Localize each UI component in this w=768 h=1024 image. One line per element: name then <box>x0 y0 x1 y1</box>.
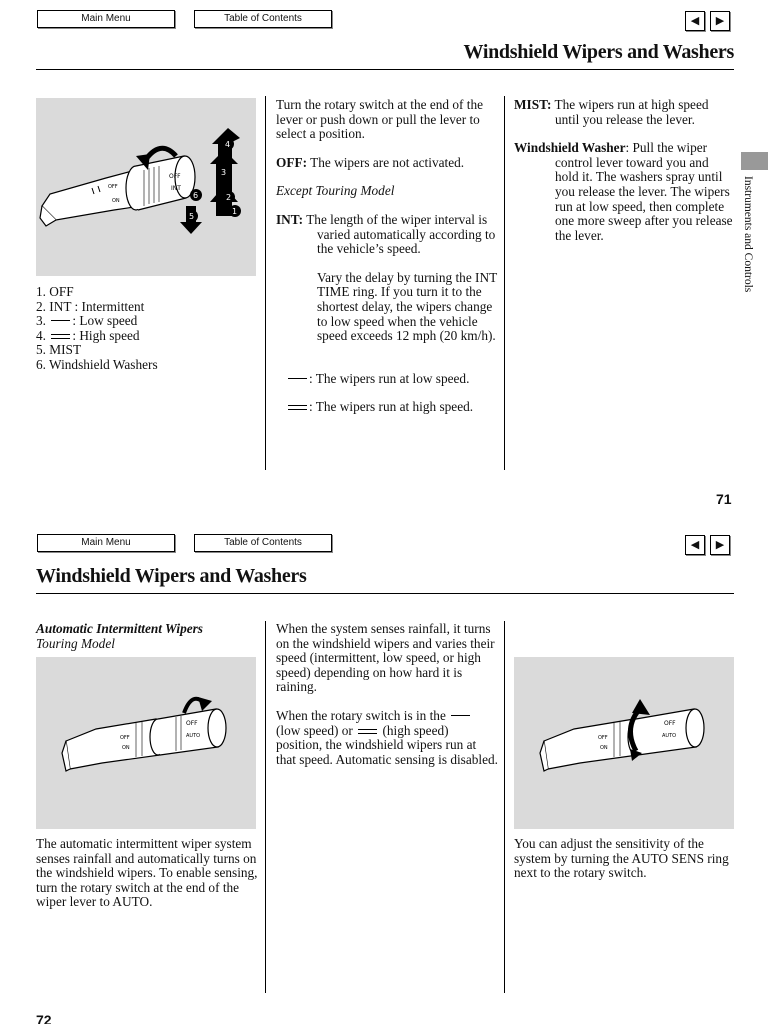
main-menu-button[interactable]: Main Menu <box>37 534 175 552</box>
term-text: : The wipers run at low speed. <box>309 370 470 386</box>
wiper-lever-diagram <box>36 98 256 276</box>
term-text: : Pull the wiper control lever toward you and hold it. The washers spray until you release the lever. The wipers run at low speed, then complete one more sweep after you release the lever. <box>555 140 733 243</box>
rain-paragraph: When the system senses rainfall, it turns on the windshield wipers and varies their speed (intermittent, low speed, or high speed) depending on how hard it is raining. <box>276 621 495 695</box>
lever-mark: OFF <box>186 720 198 727</box>
legend-item <box>36 314 261 329</box>
legend-item: 5. MIST <box>36 342 82 358</box>
sensitivity-paragraph: You can adjust the sensitivity of the system by turning the AUTO SENS ring next to the rotary switch. <box>514 836 729 881</box>
term-label: MIST: <box>514 97 552 112</box>
legend-item: 1. OFF <box>36 284 74 299</box>
position-label: 4 <box>225 140 231 149</box>
previous-page-button[interactable]: ◀ <box>685 11 705 31</box>
term-text: The length of the wiper interval is varied automatically according to the vehicle’s speed. <box>306 211 496 257</box>
off-paragraph <box>276 156 498 171</box>
page-title: Windshield Wipers and Washers <box>36 565 307 587</box>
lever-mark: OFF <box>664 720 676 727</box>
figure-legend <box>36 285 261 373</box>
table-of-contents-button[interactable]: Table of Contents <box>194 534 332 552</box>
low-speed-symbol <box>451 715 470 716</box>
lever-mark: ON <box>112 198 120 204</box>
position-label: 5 <box>189 212 195 221</box>
legend-item-number: 3. <box>36 313 46 329</box>
washer-paragraph <box>514 141 734 243</box>
text-column <box>276 98 498 415</box>
section-heading: Automatic Intermittent Wipers <box>36 621 203 636</box>
previous-page-button[interactable]: ◀ <box>685 535 705 555</box>
auto-wiper-diagram <box>36 657 256 829</box>
high-speed-symbol <box>288 405 307 410</box>
table-of-contents-button[interactable]: Table of Contents <box>194 10 332 28</box>
text-fragment: (low speed) or <box>276 722 353 738</box>
low-speed-symbol <box>288 378 307 379</box>
lever-mark: AUTO <box>662 733 677 739</box>
term-label: INT: <box>276 211 304 227</box>
legend-item-label: : Low speed <box>72 313 138 329</box>
vary-paragraph: Vary the delay by turning the INT TIME ring. If you turn it to the shortest delay, the wipers change to low speed when the vehicle speed exceeds 12 mph (20 km/h). <box>317 269 497 344</box>
position-label: 1 <box>232 207 238 216</box>
legend-item-label: : High speed <box>72 327 140 343</box>
legend-item: 6. Windshield Washers <box>36 356 158 372</box>
text-column <box>276 622 498 767</box>
rotary-paragraph <box>276 709 498 767</box>
auto-sens-lever-illustration <box>514 657 734 829</box>
column-divider <box>504 96 505 470</box>
lever-mark: ON <box>122 745 130 751</box>
lever-mark: OFF <box>598 735 608 741</box>
main-menu-button[interactable]: Main Menu <box>37 10 175 28</box>
text-column <box>36 622 264 651</box>
legend-item <box>36 329 261 344</box>
text-fragment: (high speed) position, the windshield wipers run at that speed. Automatic sensing is disabled. <box>276 722 498 767</box>
term-label: OFF: <box>276 154 308 170</box>
lever-mark: INT <box>171 185 181 192</box>
term-label: Windshield Washer <box>514 140 626 156</box>
legend-item: 2. INT : Intermittent <box>36 298 145 314</box>
low-speed-paragraph <box>276 372 498 387</box>
legend-item-number: 4. <box>36 327 46 343</box>
section-tab <box>741 152 768 170</box>
lever-mark: OFF <box>108 184 118 190</box>
column-divider <box>504 621 505 993</box>
auto-lever-illustration <box>36 657 256 829</box>
model-note: Touring Model <box>36 635 115 651</box>
intro-paragraph: Turn the rotary switch at the end of the lever or push down or pull the lever to select a position. <box>276 97 484 142</box>
term-text: The wipers are not activated. <box>310 154 465 170</box>
next-page-button[interactable]: ▶ <box>710 11 730 31</box>
lever-mark: OFF <box>120 735 130 741</box>
title-rule <box>36 593 734 594</box>
position-label: 6 <box>193 191 199 200</box>
position-label: 2 <box>226 193 232 202</box>
term-text: : The wipers run at high speed. <box>309 399 474 415</box>
text-fragment: When the rotary switch is in the <box>276 707 446 723</box>
mist-paragraph <box>514 98 734 127</box>
high-speed-symbol <box>51 334 70 339</box>
section-tab-label: Instruments and Controls <box>742 176 754 293</box>
auto-paragraph: The automatic intermittent wiper system senses rainfall and automatically turns on the windshield wipers. To enable sensing, turn the rotary switch at the end of the wiper lever to AUTO. <box>36 836 258 910</box>
position-label: 3 <box>221 168 227 177</box>
column-divider <box>265 96 266 470</box>
term-text: The wipers run at high speed until you release the lever. <box>554 97 709 127</box>
int-paragraph <box>276 213 498 257</box>
page-title: Windshield Wipers and Washers <box>463 41 734 63</box>
lever-mark: ON <box>600 745 608 751</box>
low-speed-symbol <box>51 320 70 321</box>
wiper-lever-illustration <box>36 98 256 276</box>
lever-mark: OFF <box>169 173 181 180</box>
next-page-button[interactable]: ▶ <box>710 535 730 555</box>
high-speed-paragraph <box>276 400 498 415</box>
page-number: 72 <box>36 1012 52 1024</box>
page-number: 71 <box>716 491 732 507</box>
text-column-body <box>36 837 264 910</box>
column-divider <box>265 621 266 993</box>
auto-sens-diagram <box>514 657 734 829</box>
lever-mark: AUTO <box>186 733 201 739</box>
high-speed-symbol <box>358 729 377 734</box>
model-note: Except Touring Model <box>276 183 395 199</box>
title-rule <box>36 69 734 70</box>
text-column-body <box>514 837 734 881</box>
text-column <box>514 98 734 243</box>
